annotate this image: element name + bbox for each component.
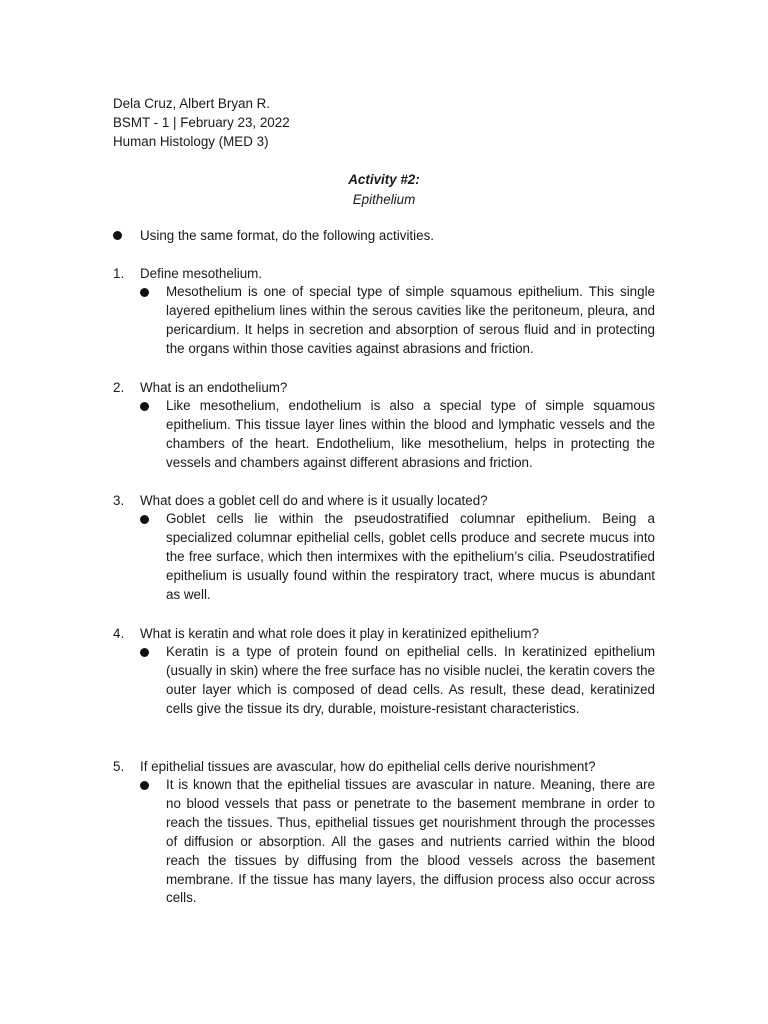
- bullet-icon: [140, 648, 149, 657]
- question-number: 4.: [113, 626, 125, 641]
- question-item: [113, 624, 658, 719]
- bullet-icon: [140, 402, 149, 411]
- question-item: [113, 264, 658, 359]
- question-number: 5.: [113, 759, 125, 774]
- question-text: What is an endothelium?: [140, 380, 288, 395]
- student-name: Dela Cruz, Albert Bryan R.: [113, 96, 271, 111]
- question-item: [113, 491, 658, 605]
- bullet-icon: [113, 231, 122, 240]
- question-text: Define mesothelium.: [140, 266, 263, 281]
- answer-text: Like mesothelium, endothelium is also a special type of simple squamous epithelium. This tissue layer lines within the blood and lymphatic vessels and the chambers of the heart. Endothelium, like mesothelium, helps in protecting the vessels and chambers against different abrasions and friction.: [166, 398, 655, 470]
- question-text: If epithelial tissues are avascular, how do epithelial cells derive nourishment?: [140, 759, 596, 774]
- question-text: What is keratin and what role does it play in keratinized epithelium?: [140, 626, 539, 641]
- answer-text: Goblet cells lie within the pseudostratified columnar epithelium. Being a specialized columnar epithelial cells, goblet cells produce and secrete mucus into the free surface, which then intermixes with the epithelium’s cilia. Pseudostratified epithelium is usually found within the respiratory tract, where mucus is abundant as well.: [166, 511, 655, 602]
- activity-number: Activity #2:: [348, 172, 420, 187]
- answer-text: Keratin is a type of protein found on epithelial cells. In keratinized epithelium (usually in skin) where the free surface has no visible nuclei, the keratin covers the outer layer which is composed of dead cells. As result, these dead, keratinized cells give the tissue its dry, durable, moisture-resistant characteristics.: [166, 644, 655, 716]
- activity-topic: Epithelium: [352, 192, 416, 207]
- subject-name: Human Histology (MED 3): [113, 134, 269, 149]
- question-number: 3.: [113, 493, 125, 508]
- question-number: 2.: [113, 380, 125, 395]
- student-header: [113, 94, 290, 151]
- answer-text: It is known that the epithelial tissues are avascular in nature. Meaning, there are no blood vessels that pass or penetrate to the basement membrane in order to reach the tissues. Thus, epithelial tissues get nourishment through the processes of diffusion or absorption. All the gases and nutrients carried within the blood reach the tissues by diffusing from the blood vessels across the basement membrane. If the tissue has many layers, the diffusion process also occur across cells.: [166, 777, 655, 906]
- question-item: [113, 378, 658, 473]
- question-item: [113, 757, 658, 908]
- bullet-icon: [140, 515, 149, 524]
- bullet-icon: [140, 288, 149, 297]
- instructions-text: Using the same format, do the following activities.: [140, 228, 434, 243]
- bullet-icon: [140, 781, 149, 790]
- course-and-date: BSMT - 1 | February 23, 2022: [113, 115, 290, 130]
- activity-title: [0, 170, 768, 210]
- answer-text: Mesothelium is one of special type of simple squamous epithelium. This single layered epithelium lines within the serous cavities like the peritoneum, pleura, and pericardium. It helps in secretion and absorption of serous fluid and in protecting the organs within those cavities against abrasions and friction.: [166, 284, 655, 356]
- question-text: What does a goblet cell do and where is it usually located?: [140, 493, 488, 508]
- question-number: 1.: [113, 266, 125, 281]
